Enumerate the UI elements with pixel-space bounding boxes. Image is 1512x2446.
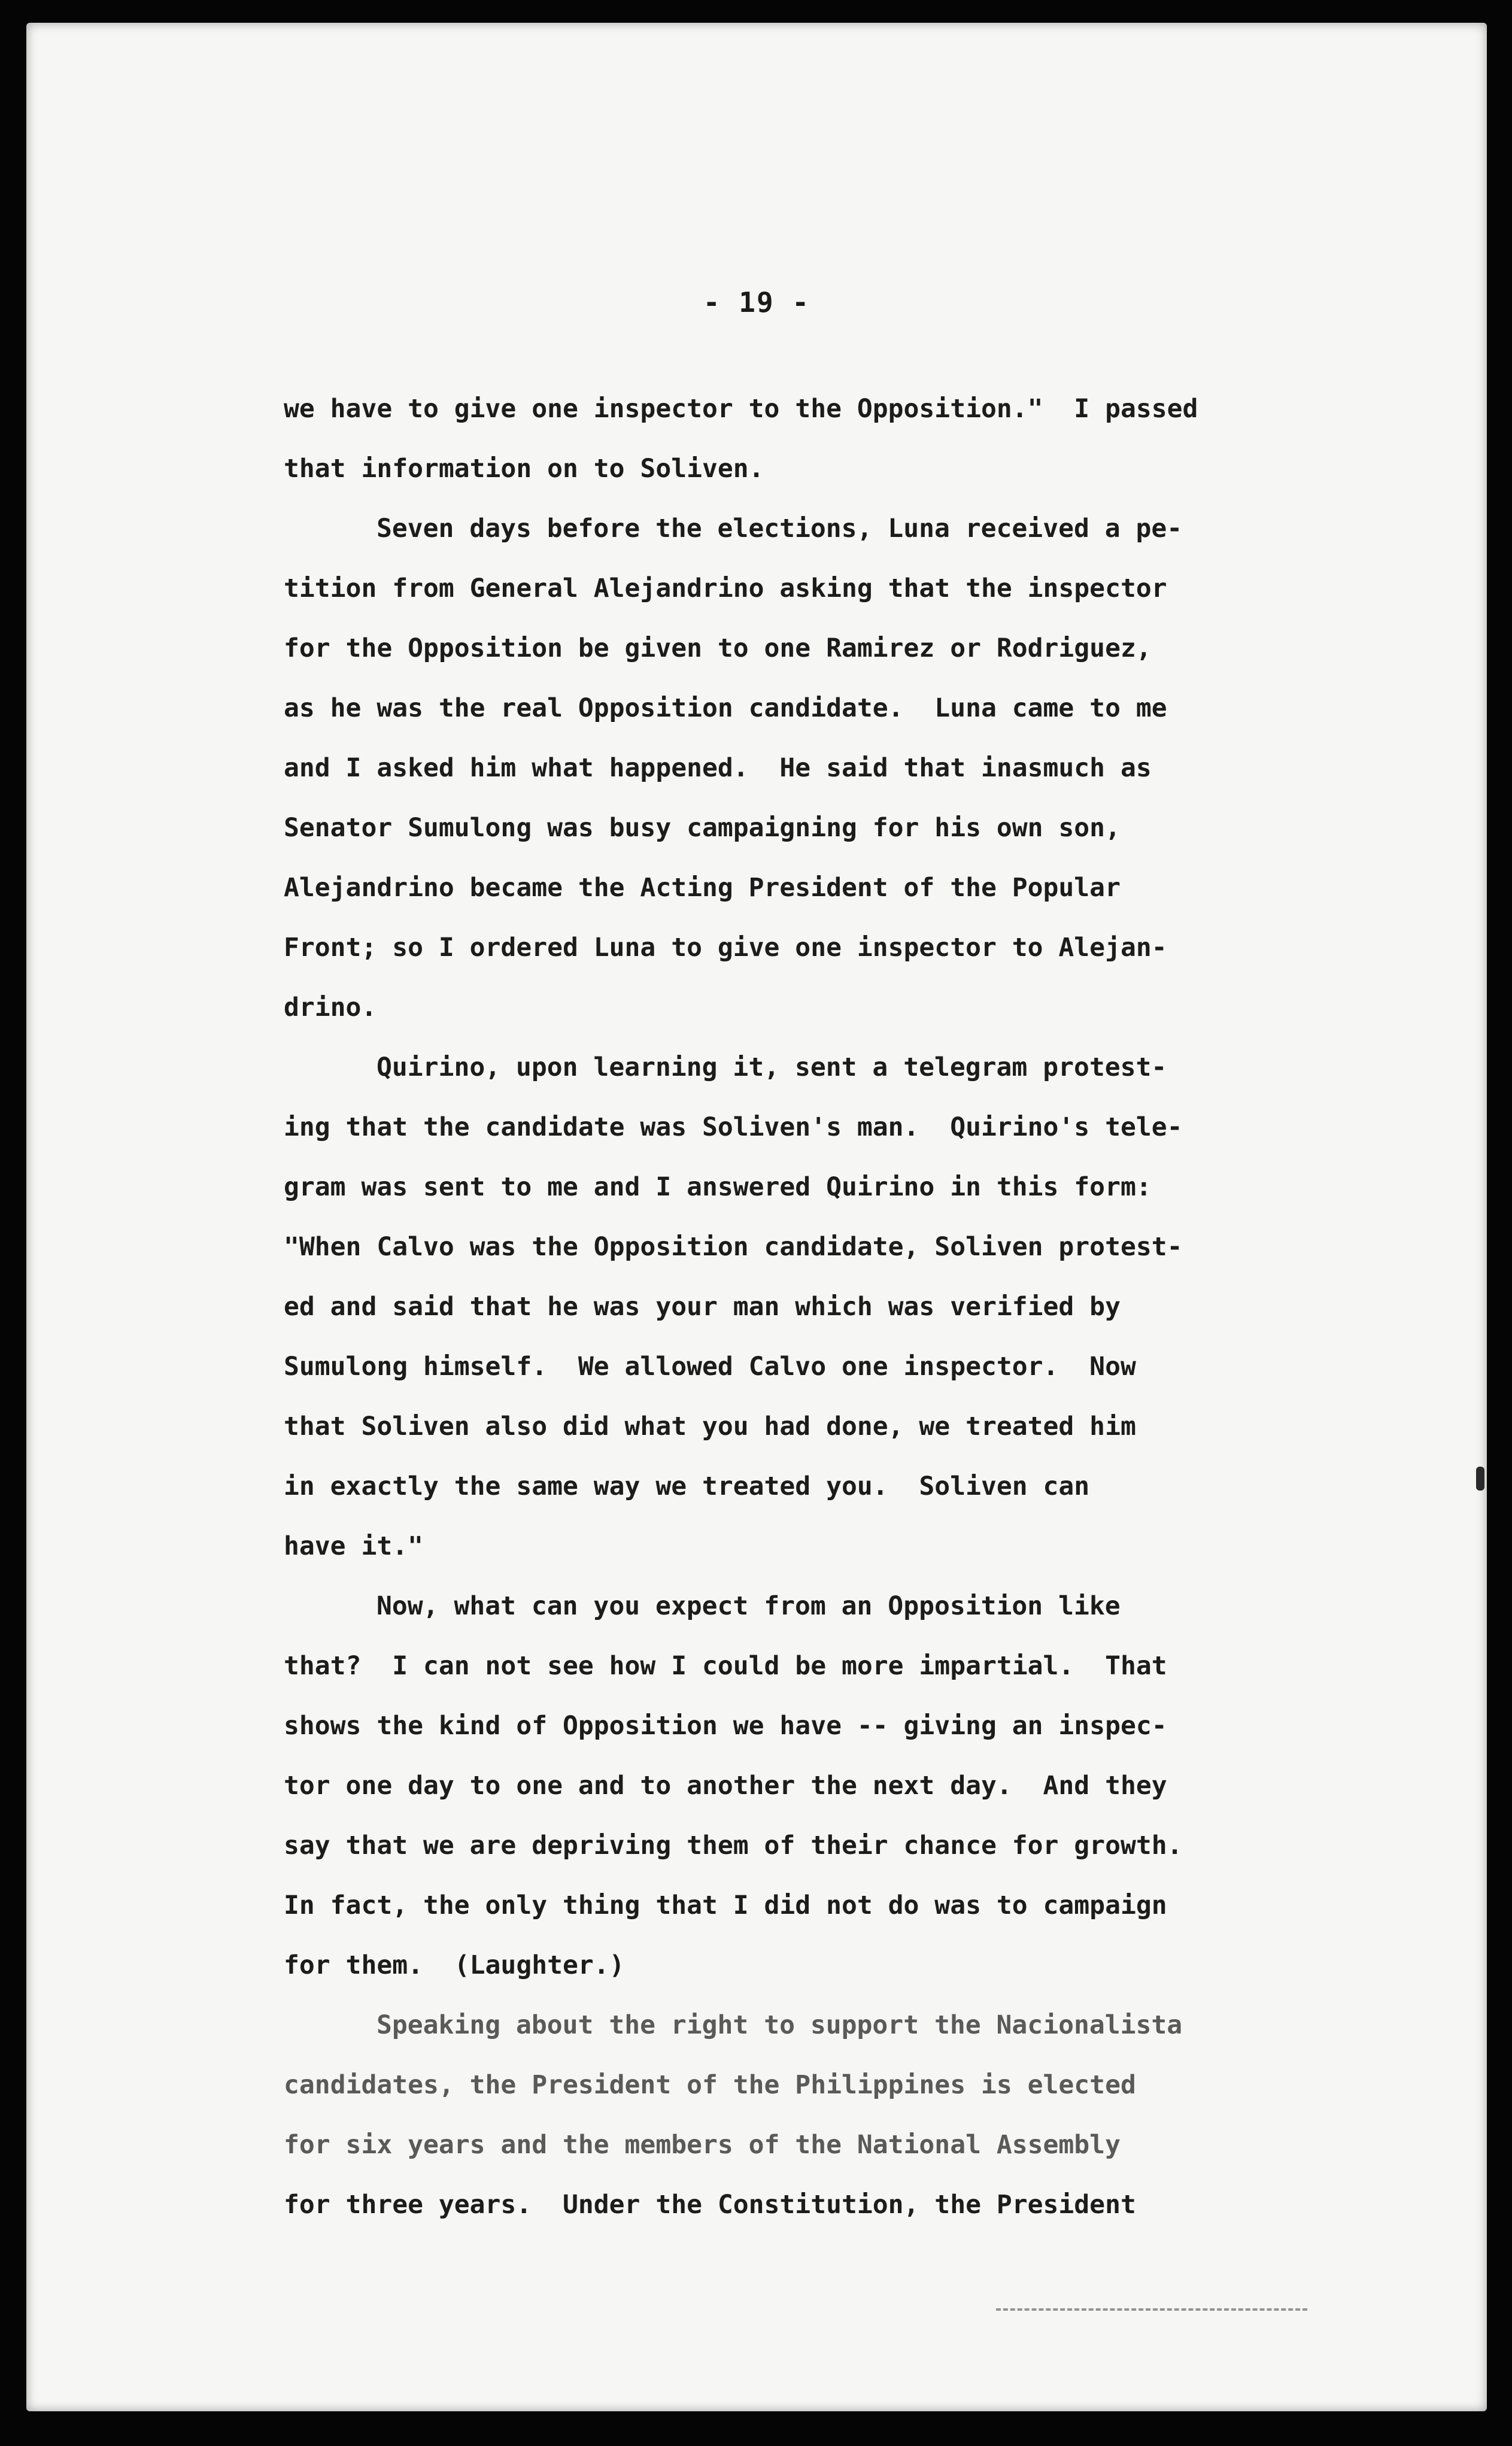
scan-artifact-line [996,2308,1307,2314]
text-line-17: Sumulong himself. We allowed Calvo one inspector. Now [284,1352,1136,1382]
text-line-11: drino. [284,993,377,1022]
text-line-7: and I asked him what happened. He said that inasmuch as [284,753,1152,783]
text-line-8: Senator Sumulong was busy campaigning for his own son, [284,813,1121,843]
text-line-5: for the Opposition be given to one Ramirez or Rodriguez, [284,633,1152,663]
text-line-15: "When Calvo was the Opposition candidate, Soliven protest- [284,1232,1183,1262]
text-line-21: Now, what can you expect from an Opposition like [377,1591,1121,1621]
text-line-13: ing that the candidate was Soliven's man. Quirino's tele- [284,1112,1183,1142]
text-line-16: ed and said that he was your man which was verified by [284,1292,1121,1322]
text-line-19: in exactly the same way we treated you. Soliven can [284,1471,1090,1501]
text-line-10: Front; so I ordered Luna to give one inspector to Alejan- [284,933,1167,963]
text-line-20: have it." [284,1531,423,1561]
page-number: - 19 - [703,286,810,318]
text-line-26: In fact, the only thing that I did not do was to campaign [284,1890,1167,1920]
scan-edge-mark [1476,1467,1484,1491]
text-line-24: tor one day to one and to another the next day. And they [284,1771,1167,1801]
body-text [284,379,1409,2235]
document-page [26,23,1487,2411]
text-line-4: tition from General Alejandrino asking that the inspector [284,573,1167,603]
text-line-14: gram was sent to me and I answered Quirino in this form: [284,1172,1152,1202]
text-line-9: Alejandrino became the Acting President of the Popular [284,873,1121,903]
text-line-30: for six years and the members of the National Assembly [284,2130,1121,2160]
text-line-27: for them. (Laughter.) [284,1950,625,1980]
text-line-23: shows the kind of Opposition we have -- giving an inspec- [284,1711,1167,1741]
text-line-29: candidates, the President of the Philippines is elected [284,2070,1136,2100]
text-line-31: for three years. Under the Constitution, the President [284,2190,1136,2220]
text-line-12: Quirino, upon learning it, sent a telegram protest- [377,1052,1167,1082]
text-line-22: that? I can not see how I could be more impartial. That [284,1651,1167,1681]
text-line-18: that Soliven also did what you had done, we treated him [284,1412,1136,1441]
text-line-25: say that we are depriving them of their chance for growth. [284,1831,1183,1861]
text-line-1: we have to give one inspector to the Opposition." I passed [284,394,1198,424]
text-line-2: that information on to Soliven. [284,454,764,484]
text-line-6: as he was the real Opposition candidate. Luna came to me [284,693,1167,723]
text-line-3: Seven days before the elections, Luna received a pe- [377,514,1183,544]
text-line-28: Speaking about the right to support the Nacionalista [377,2010,1183,2040]
